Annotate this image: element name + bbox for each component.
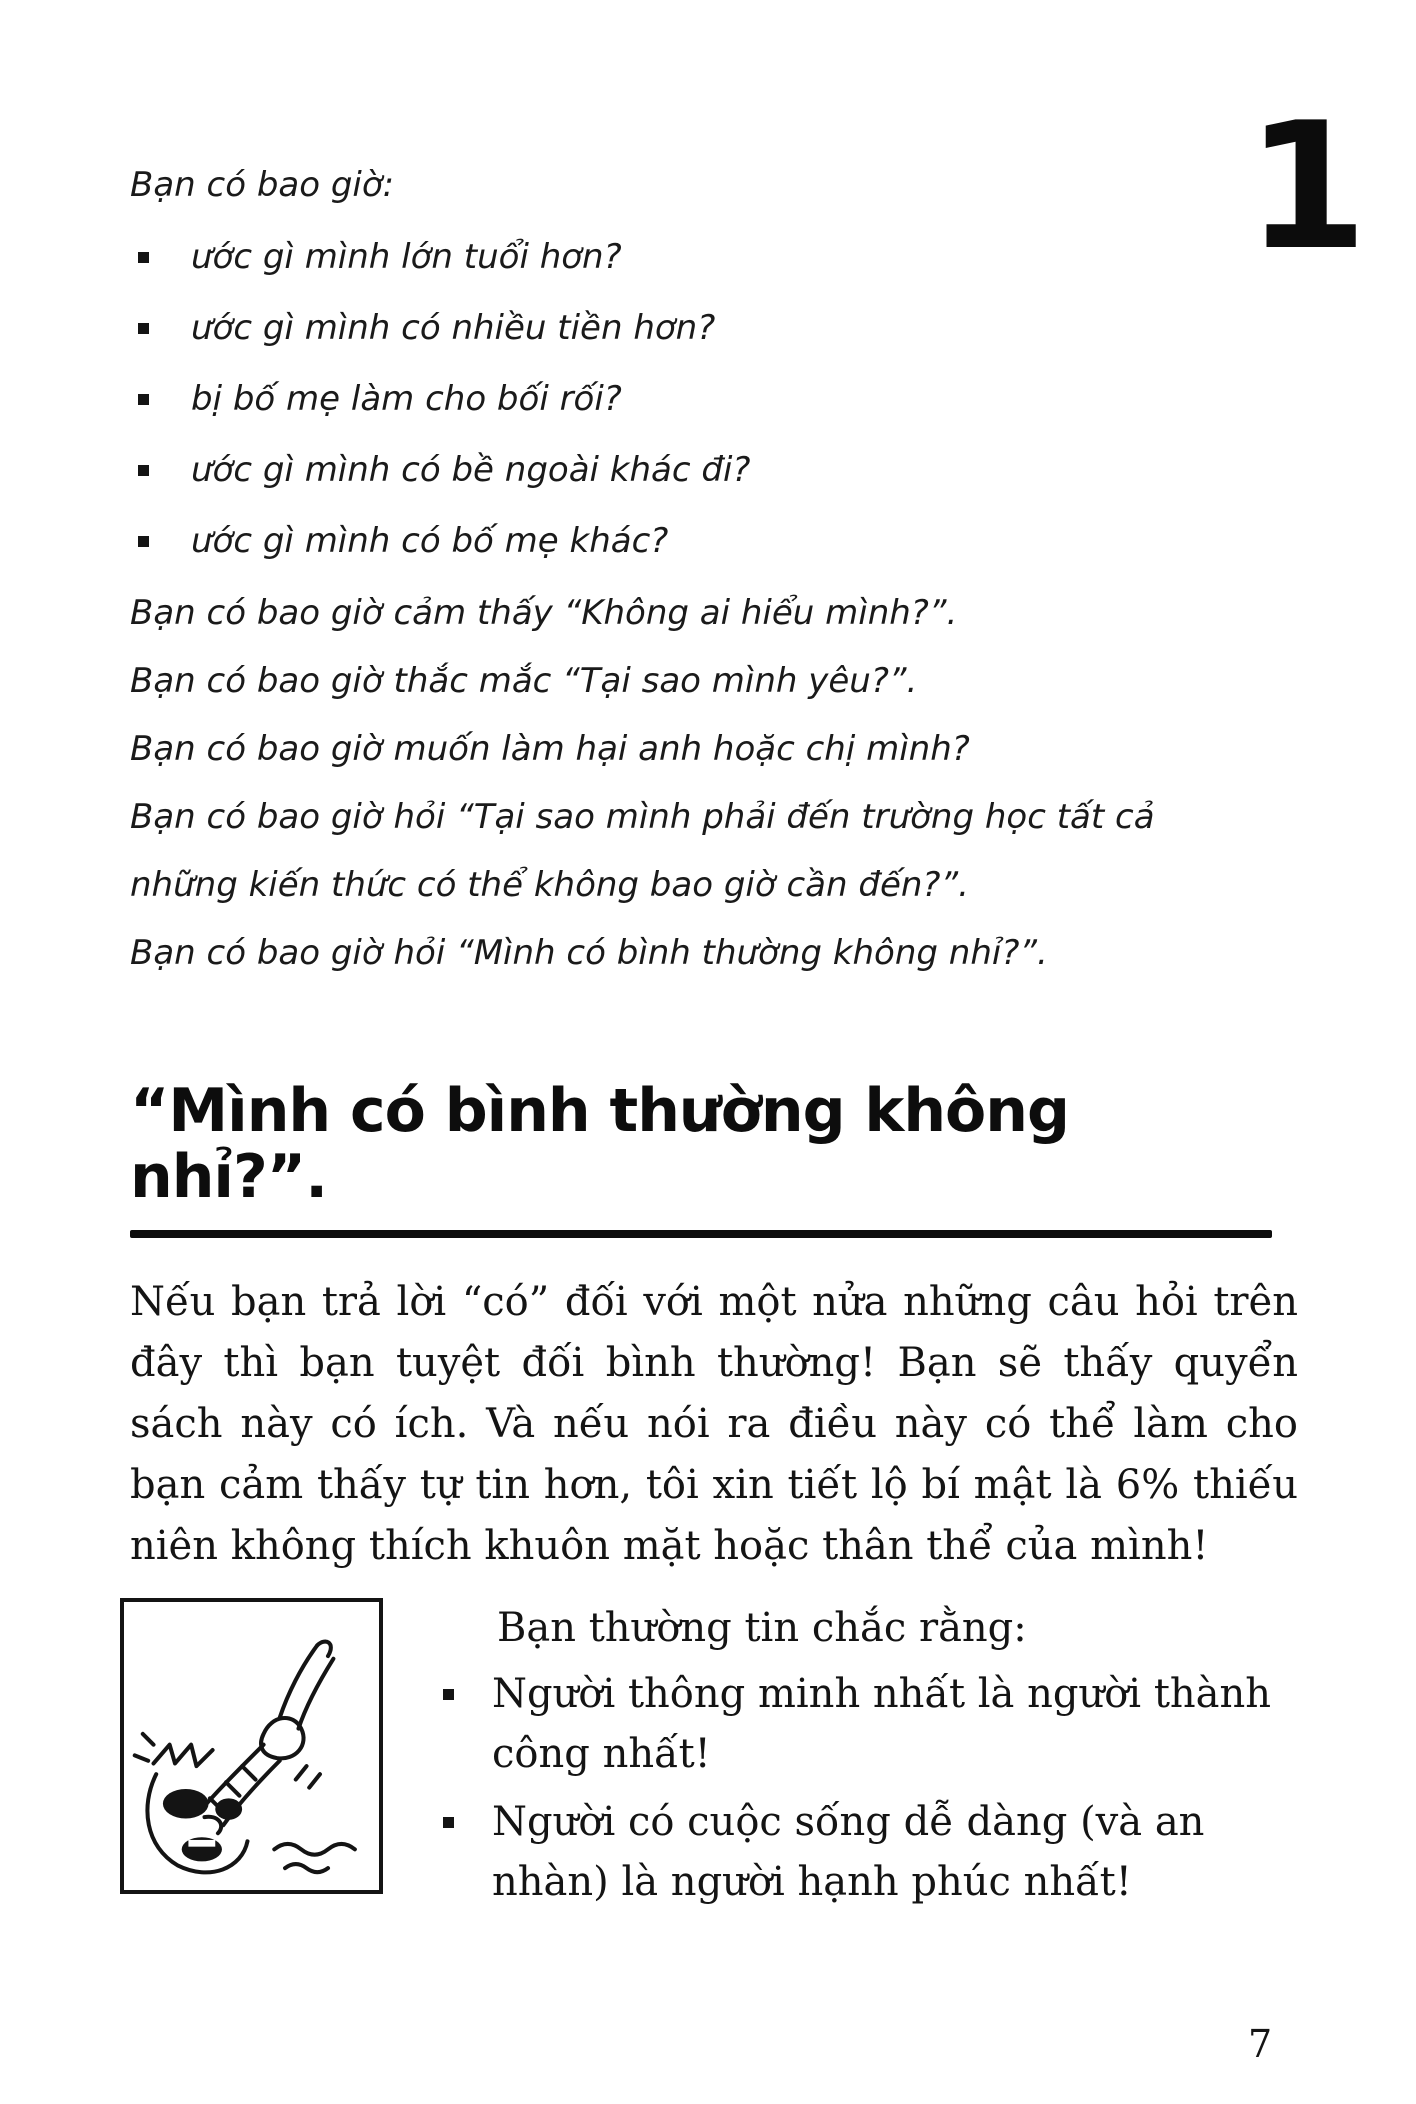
square-bullet-icon xyxy=(443,1817,454,1828)
intro-question: Bạn có bao giờ cảm thấy “Không ai hiểu mình?”. xyxy=(130,593,958,633)
chapter-number: 1 xyxy=(1246,86,1364,289)
list-item xyxy=(130,506,1240,577)
list-item xyxy=(130,222,1240,293)
intro-question: Bạn có bao giờ hỏi “Tại sao mình phải đến trường học tất cả những kiến thức có thể không bao giờ cần đến?”. xyxy=(130,797,1155,905)
body-paragraph: Nếu bạn trả lời “có” đối với một nửa những câu hỏi trên đây thì bạn tuyệt đối bình thường! Bạn sẽ thấy quyển sách này có ích. Và nếu nói ra điều này có thể làm cho bạn cảm thấy tự tin hơn, tôi xin tiết lộ bí mật là 6% thiếu niên không thích khuôn mặt hoặc thân thể của mình! xyxy=(130,1279,1298,1569)
intro-bullet-list xyxy=(130,222,1240,577)
belief-text: Người có cuộc sống dễ dàng (và an nhàn) là người hạnh phúc nhất! xyxy=(492,1799,1205,1905)
list-item xyxy=(130,364,1240,435)
bullet-text: ước gì mình có nhiều tiền hơn? xyxy=(191,308,716,348)
belief-text: Người thông minh nhất là người thành công nhất! xyxy=(492,1671,1272,1777)
cartoon-illustration xyxy=(120,1598,383,1894)
square-bullet-icon xyxy=(138,394,149,405)
list-item xyxy=(441,1792,1305,1912)
page-number: 7 xyxy=(1248,2022,1273,2066)
beliefs-lead: Bạn thường tin chắc rằng: xyxy=(497,1605,1027,1651)
square-bullet-icon xyxy=(443,1689,454,1700)
intro-lead: Bạn có bao giờ: xyxy=(130,165,395,205)
list-item xyxy=(130,293,1240,364)
list-item xyxy=(130,435,1240,506)
intro-question: Bạn có bao giờ muốn làm hại anh hoặc chị mình? xyxy=(130,729,970,769)
bullet-text: ước gì mình có bố mẹ khác? xyxy=(191,521,669,561)
square-bullet-icon xyxy=(138,465,149,476)
beliefs-section xyxy=(120,1598,1305,1920)
square-bullet-icon xyxy=(138,536,149,547)
intro-question: Bạn có bao giờ hỏi “Mình có bình thường không nhỉ?”. xyxy=(130,933,1048,973)
intro-question: Bạn có bao giờ thắc mắc “Tại sao mình yêu?”. xyxy=(130,661,918,701)
heading-underline xyxy=(130,1230,1272,1238)
bullet-text: ước gì mình có bề ngoài khác đi? xyxy=(191,450,751,490)
cartoon-character-pointing-icon xyxy=(124,1602,379,1890)
bullet-text: ước gì mình lớn tuổi hơn? xyxy=(191,237,622,277)
square-bullet-icon xyxy=(138,252,149,263)
square-bullet-icon xyxy=(138,323,149,334)
intro-section xyxy=(130,150,1240,987)
list-item xyxy=(441,1664,1305,1784)
beliefs-text xyxy=(441,1598,1305,1920)
chapter-heading: “Mình có bình thường không nhỉ?”. xyxy=(130,1076,1069,1212)
bullet-text: bị bố mẹ làm cho bối rối? xyxy=(191,379,622,419)
chapter-heading-block xyxy=(130,1078,1272,1238)
